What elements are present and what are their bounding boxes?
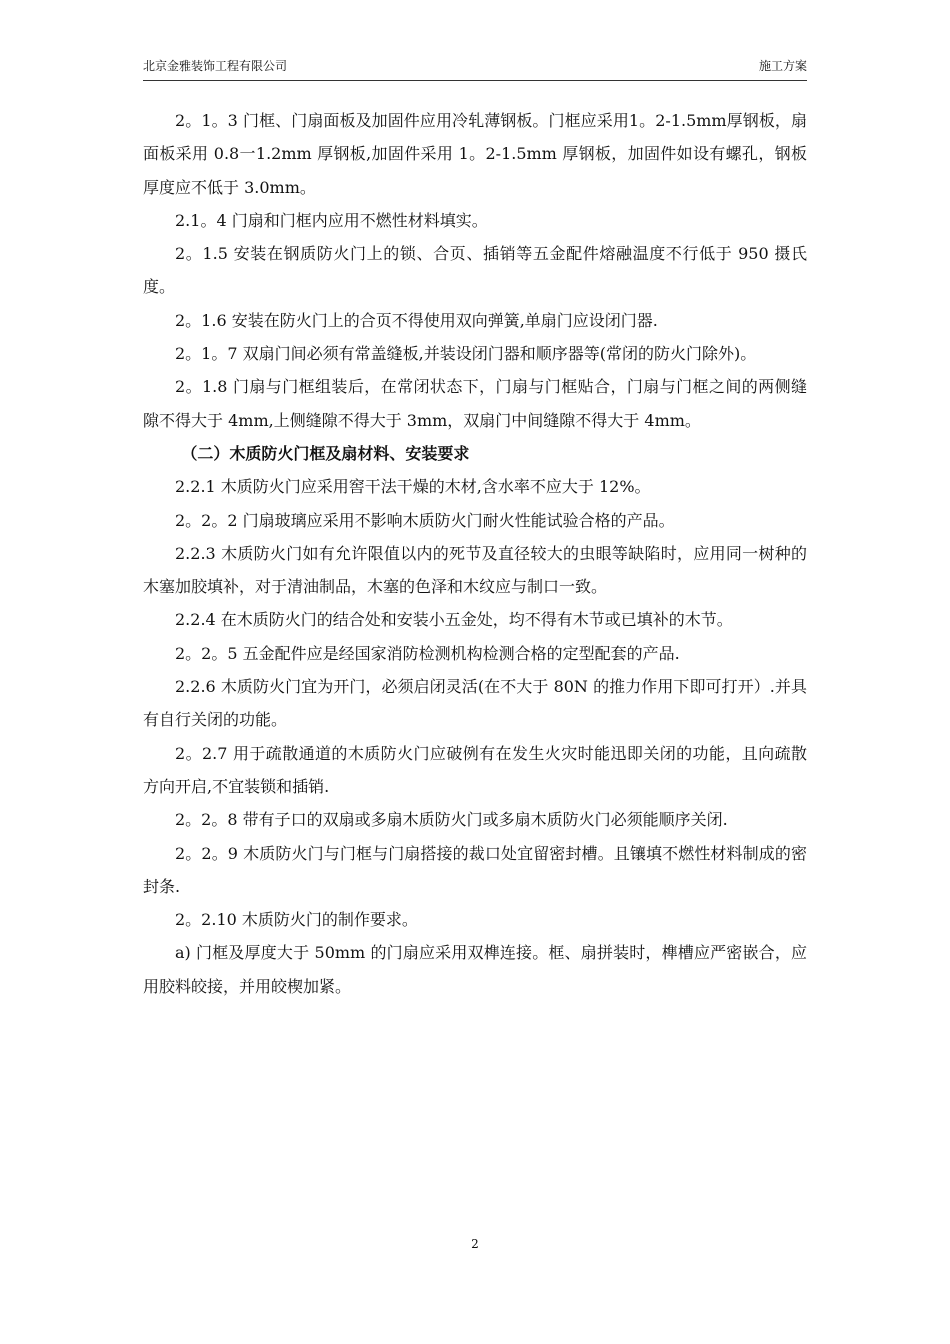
paragraph-2-1-7: 2。1。7 双扇门间必须有常盖缝板,并装设闭门器和顺序器等(常闭的防火门除外)。 (175, 344, 757, 364)
paragraph-2-2-6: 2.2.6 木质防火门宜为开门，必须启闭灵活(在不大于 80N 的推力作用下即可打开）.并具有自行关闭的功能。 (143, 677, 807, 730)
header-company-name: 北京金雅装饰工程有限公司 (143, 59, 288, 73)
paragraph-2-2-10: 2。2.10 木质防火门的制作要求。 (175, 910, 418, 930)
paragraph-2-2-2: 2。2。2 门扇玻璃应采用不影响木质防火门耐火性能试验合格的产品。 (175, 510, 675, 530)
paragraph-2-2-5: 2。2。5 五金配件应是经国家消防检测机构检测合格的定型配套的产品. (175, 643, 680, 663)
paragraph-2-2-8: 2。2。8 带有子口的双扇或多扇木质防火门或多扇木质防火门必须能顺序关闭. (175, 810, 728, 830)
page-header (143, 54, 807, 81)
paragraph-2-2-7: 2。2.7 用于疏散通道的木质防火门应破例有在发生火灾时能迅即关闭的功能，且向疏散方向开启,不宜装锁和插销. (143, 743, 807, 796)
paragraph-2-1-8: 2。1.8 门扇与门框组装后，在常闭状态下，门扇与门框贴合，门扇与门框之间的两侧缝隙不得大于 4mm,上侧缝隙不得大于 3mm，双扇门中间缝隙不得大于 4mm。 (143, 377, 807, 430)
paragraph-2-1-6: 2。1.6 安装在防火门上的合页不得使用双向弹簧,单扇门应设闭门器. (175, 310, 658, 330)
section-heading-wood-fire-door: （二）木质防火门框及扇材料、安装要求 (181, 443, 470, 463)
page-number: 2 (471, 1237, 479, 1251)
paragraph-2-1-5: 2。1.5 安装在钢质防火门上的锁、合页、插销等五金配件熔融温度不行低于 950 摄氏度。 (143, 244, 807, 297)
paragraph-2-2-3: 2.2.3 木质防火门如有允许限值以内的死节及直径较大的虫眼等缺陷时，应用同一树种的木塞加胶填补，对于清油制品，木塞的色泽和木纹应与制口一致。 (143, 543, 807, 597)
paragraph-2-2-9: 2。2。9 木质防火门与门框与门扇搭接的裁口处宜留密封槽。且镶填不燃性材料制成的密封条. (143, 843, 807, 896)
document-body (143, 104, 807, 1003)
paragraph-item-a: a) 门框及厚度大于 50mm 的门扇应采用双榫连接。框、扇拼装时，榫槽应严密嵌合，应用胶料皎接，并用皎楔加紧。 (143, 943, 807, 996)
header-document-type: 施工方案 (758, 59, 807, 73)
paragraph-2-2-4: 2.2.4 在木质防火门的结合处和安装小五金处，均不得有木节或已填补的木节。 (175, 610, 733, 630)
paragraph-2-1-3: 2。1。3 门框、门扇面板及加固件应用冷轧薄钢板。门框应采用1。2-1.5mm厚钢板，扇面板采用 0.8一1.2mm 厚钢板,加固件采用 1。2-1.5mm 厚钢板，加固件如设有螺孔，钢板厚度应不低于 3.0mm。 (143, 111, 807, 197)
page-footer (0, 1236, 950, 1252)
paragraph-2-1-4: 2.1。4 门扇和门框内应用不燃性材料填实。 (175, 210, 488, 230)
paragraph-2-2-1: 2.2.1 木质防火门应采用窖干法干燥的木材,含水率不应大于 12%。 (175, 477, 651, 497)
